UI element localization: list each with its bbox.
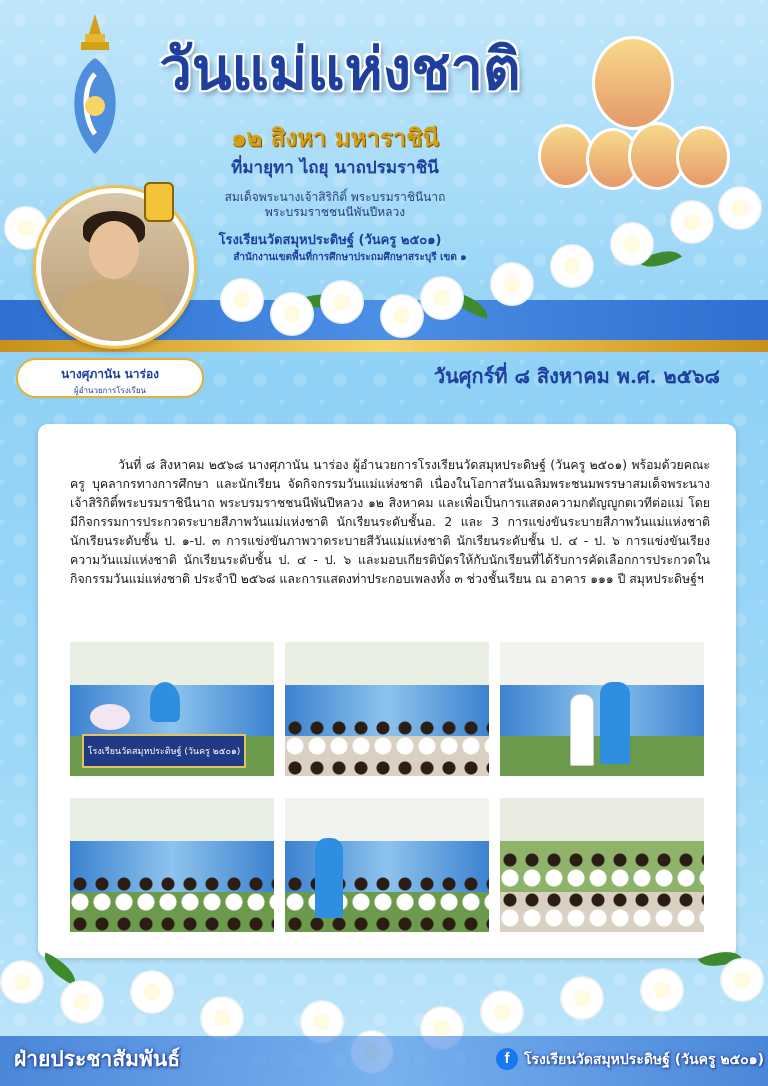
jasmine-flower (610, 222, 654, 266)
jasmine-flower (640, 968, 684, 1012)
jasmine-flower (220, 278, 264, 322)
activity-photo-4 (70, 798, 274, 932)
jasmine-flower (560, 976, 604, 1020)
activity-photo-1 (70, 642, 274, 776)
jasmine-flower (380, 294, 424, 338)
jasmine-flower (490, 262, 534, 306)
jasmine-flower (320, 280, 364, 324)
jasmine-flower (420, 276, 464, 320)
jasmine-flower (550, 244, 594, 288)
jasmine-flower (0, 960, 44, 1004)
facebook-page-name[interactable]: โรงเรียนวัดสมุหประดิษฐ์ (วันครู ๒๕๐๑) (524, 1052, 764, 1068)
article-body (70, 456, 710, 589)
jasmine-flower (718, 186, 762, 230)
jasmine-flower (60, 980, 104, 1024)
activity-photo-3 (500, 642, 704, 776)
director-name-box (16, 358, 204, 398)
royal-line-1: สมเด็จพระนางเจ้าสิริกิติ์ พระบรมราชินีนาถ (224, 190, 446, 204)
date-banner: วันศุกร์ที่ ๘ สิงหาคม พ.ศ. ๒๕๖๘ (433, 364, 720, 388)
office-name: สำนักงานเขตพื้นที่การศึกษาประถมศึกษาสระบุรี เขต ๑ (233, 252, 467, 263)
subtitle-date: ๑๒ สิงหา มหาราชินี (231, 123, 439, 152)
royal-emblem-logo (55, 14, 135, 164)
pr-department-label: ฝ่ายประชาสัมพันธ์ (14, 1047, 181, 1071)
director-name: นางศุภานัน นาร่อง (60, 367, 160, 381)
article-card (38, 424, 736, 958)
jasmine-flower (200, 996, 244, 1040)
activity-photo-2 (285, 642, 489, 776)
royal-portrait-4 (676, 126, 730, 188)
school-badge-icon (144, 182, 174, 222)
jasmine-flower (480, 990, 524, 1034)
activity-photo-5 (285, 798, 489, 932)
royal-line-2: พระบรมราชชนนีพันปีหลวง (264, 205, 406, 219)
subtitle-tagline: ที่มายุทา ไถยุ นาถปรมราชินี (231, 158, 439, 178)
school-name: โรงเรียนวัดสมุหประดิษฐ์ (วันครู ๒๕๐๑) (218, 233, 442, 248)
activity-photo-6 (500, 798, 704, 932)
jasmine-flower (270, 292, 314, 336)
school-sign: โรงเรียนวัดสมุหประดิษฐ์ (วันครู ๒๕๐๑) (82, 734, 246, 768)
jasmine-flower (670, 200, 714, 244)
director-position: ผู้อำนวยการโรงเรียน (74, 386, 146, 395)
page-title: วันแม่แห่งชาติ (159, 35, 521, 103)
facebook-icon[interactable]: f (496, 1048, 518, 1070)
jasmine-flower (720, 958, 764, 1002)
jasmine-flower (130, 970, 174, 1014)
royal-name (180, 190, 490, 220)
royal-portrait-main (592, 36, 674, 130)
article-text: วันที่ ๘ สิงหาคม ๒๕๖๘ นางศุภานัน นาร่อง ผู้อำนวยการโรงเรียนวัดสมุหประดิษฐ์ (วันครู ๒๕๐๑) พร้อมด้วยคณะครู บุคลากรทางการศึกษา และนักเรียน จัดกิจกรรมวันแม่แห่งชาติ เนื่องในโอกาสวันเฉลิมพระชนมพรรษาสมเด็จพระนางเจ้าสิริกิติ์พระบรมราชินีนาถ พระบรมราชชนนีพันปีหลวง ๑๒ สิงหาคม และเพื่อเป็นการแสดงความกตัญญูกตเวทีต่อแม่ โดยมีกิจกรรมการประกวดระบายสีภาพวันแม่แห่งชาติ นักเรียนระดับชั้นอ. 2 และ 3 การแข่งขันระบายสีภาพวันแม่แห่งชาติ นักเรียนระดับชั้น ป. ๑-ป. ๓ การแข่งขันภาพวาดระบายสีวันแม่แห่งชาติ นักเรียนระดับชั้น ป. ๔ - ป. ๖ การแข่งขันเรียงความวันแม่แห่งชาติ นักเรียนระดับชั้น ป. ๔ - ป. ๖ และมอบเกียรติบัตรให้กับนักเรียนที่ได้รับการคัดเลือกการประกวดในกิจกรรมวันแม่แห่งชาติ ประจำปี ๒๕๖๘ และการแสดงท่าประกอบเพลงทั้ง ๓ ช่วงชั้นเรียน ณ อาคาร ๑๑๑ ปี สมุหประดิษฐ์ฯ (70, 458, 710, 586)
